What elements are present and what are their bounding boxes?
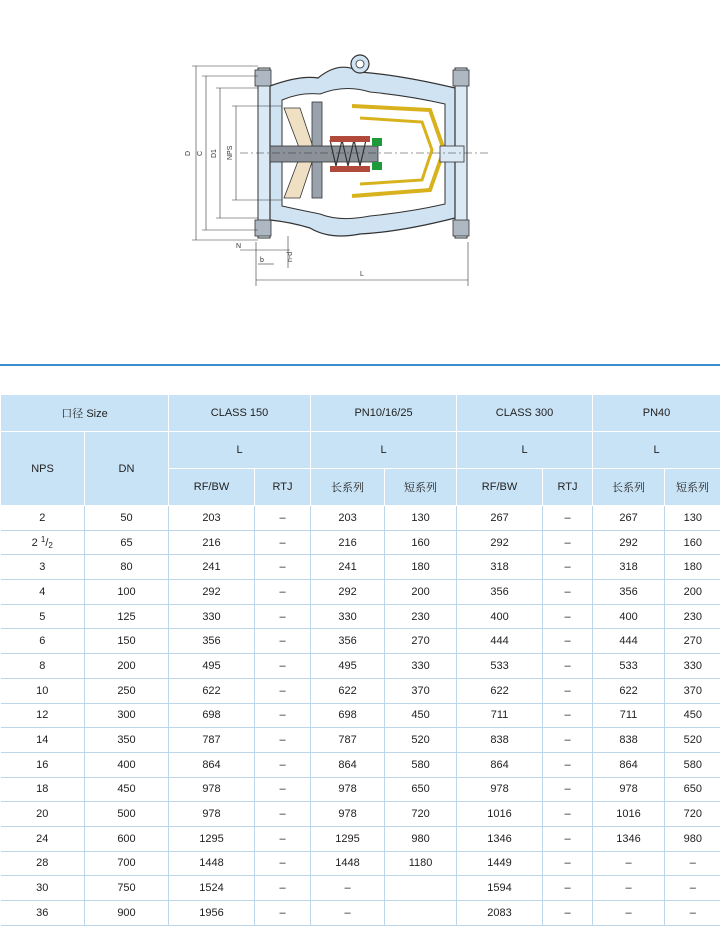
table-row — [1, 752, 720, 777]
value-cell: – — [543, 580, 593, 605]
dn-cell: 700 — [85, 851, 169, 876]
value-cell: 864 — [593, 752, 665, 777]
value-cell: 978 — [311, 777, 385, 802]
value-cell: 318 — [593, 555, 665, 580]
value-cell: – — [255, 752, 311, 777]
value-cell: 450 — [385, 703, 457, 728]
dim-label-d: D — [185, 150, 192, 156]
dn-cell: 65 — [85, 530, 169, 555]
value-cell — [385, 901, 457, 926]
dn-cell: 100 — [85, 580, 169, 605]
subcol-header: RTJ — [543, 469, 593, 506]
value-cell: 838 — [593, 728, 665, 753]
nps-cell: 4 — [1, 580, 85, 605]
nps-fraction-numerator: 1 — [40, 535, 46, 545]
nps-header: NPS — [1, 432, 85, 506]
table-row — [1, 876, 720, 901]
group-header-class150: CLASS 150 — [169, 395, 311, 432]
value-cell: – — [255, 777, 311, 802]
nps-cell: 10 — [1, 678, 85, 703]
value-cell: 1346 — [593, 826, 665, 851]
value-cell: – — [543, 876, 593, 901]
value-cell: 622 — [169, 678, 255, 703]
value-cell: 1180 — [385, 851, 457, 876]
dim-label-nps: NPS — [227, 145, 234, 160]
value-cell: – — [665, 851, 720, 876]
value-cell: – — [543, 901, 593, 926]
value-cell: 533 — [593, 654, 665, 679]
table-row — [1, 506, 720, 531]
value-cell: 650 — [385, 777, 457, 802]
nps-cell: 2 — [1, 506, 85, 531]
value-cell: 330 — [385, 654, 457, 679]
l-header: L — [311, 432, 457, 469]
nps-cell: 5 — [1, 604, 85, 629]
value-cell: 622 — [311, 678, 385, 703]
dn-cell: 400 — [85, 752, 169, 777]
value-cell: 267 — [593, 506, 665, 531]
value-cell: 230 — [665, 604, 720, 629]
value-cell: 978 — [169, 802, 255, 827]
value-cell: 864 — [311, 752, 385, 777]
value-cell: 1346 — [457, 826, 543, 851]
nps-cell: 6 — [1, 629, 85, 654]
value-cell: 160 — [385, 530, 457, 555]
value-cell: 650 — [665, 777, 720, 802]
value-cell: – — [255, 901, 311, 926]
table-row — [1, 851, 720, 876]
dn-header: DN — [85, 432, 169, 506]
section-divider — [0, 364, 720, 366]
value-cell: 495 — [311, 654, 385, 679]
value-cell: 720 — [665, 802, 720, 827]
dn-cell: 500 — [85, 802, 169, 827]
value-cell: – — [255, 580, 311, 605]
dn-cell: 900 — [85, 901, 169, 926]
value-cell: 720 — [385, 802, 457, 827]
value-cell: – — [311, 901, 385, 926]
table-row — [1, 654, 720, 679]
dim-label-c: C — [197, 150, 204, 156]
dn-cell: 450 — [85, 777, 169, 802]
value-cell: – — [255, 876, 311, 901]
value-cell: – — [543, 654, 593, 679]
table-body — [1, 506, 720, 926]
value-cell: 216 — [169, 530, 255, 555]
dimension-table — [0, 394, 720, 926]
table-row — [1, 728, 720, 753]
value-cell: 698 — [169, 703, 255, 728]
value-cell: 200 — [385, 580, 457, 605]
value-cell: – — [543, 777, 593, 802]
value-cell: 270 — [665, 629, 720, 654]
value-cell: – — [543, 851, 593, 876]
size-header: 口径 Size — [1, 395, 169, 432]
value-cell: 356 — [311, 629, 385, 654]
value-cell: – — [255, 555, 311, 580]
dn-cell: 125 — [85, 604, 169, 629]
value-cell: 318 — [457, 555, 543, 580]
value-cell: 180 — [665, 555, 720, 580]
value-cell: 698 — [311, 703, 385, 728]
dn-cell: 750 — [85, 876, 169, 901]
value-cell: – — [255, 506, 311, 531]
value-cell: 711 — [457, 703, 543, 728]
value-cell: 978 — [311, 802, 385, 827]
value-cell: 160 — [665, 530, 720, 555]
value-cell: – — [665, 876, 720, 901]
value-cell: 978 — [457, 777, 543, 802]
value-cell: 1448 — [169, 851, 255, 876]
value-cell: – — [543, 506, 593, 531]
value-cell: 356 — [169, 629, 255, 654]
nps-cell: 2 $^1/_2$ — [1, 530, 85, 555]
value-cell: – — [593, 851, 665, 876]
value-cell: 356 — [457, 580, 543, 605]
value-cell: 370 — [665, 678, 720, 703]
value-cell: 520 — [385, 728, 457, 753]
subcol-header: 短系列 — [665, 469, 720, 506]
value-cell: 330 — [665, 654, 720, 679]
value-cell: 580 — [385, 752, 457, 777]
nps-cell: 12 — [1, 703, 85, 728]
table-row — [1, 580, 720, 605]
value-cell: 864 — [457, 752, 543, 777]
table-row — [1, 530, 720, 555]
nps-cell: 3 — [1, 555, 85, 580]
value-cell: – — [543, 604, 593, 629]
value-cell: 130 — [665, 506, 720, 531]
value-cell: – — [593, 901, 665, 926]
nps-cell: 8 — [1, 654, 85, 679]
value-cell: 1448 — [311, 851, 385, 876]
valve-cross-section-drawing — [0, 0, 720, 370]
nps-cell: 14 — [1, 728, 85, 753]
l-header: L — [169, 432, 311, 469]
value-cell: 1449 — [457, 851, 543, 876]
value-cell: 267 — [457, 506, 543, 531]
value-cell: 216 — [311, 530, 385, 555]
value-cell: 270 — [385, 629, 457, 654]
value-cell: 1295 — [169, 826, 255, 851]
value-cell: – — [543, 826, 593, 851]
group-header-pn40: PN40 — [593, 395, 720, 432]
value-cell: 444 — [457, 629, 543, 654]
table-row — [1, 678, 720, 703]
nps-cell: 16 — [1, 752, 85, 777]
l-header: L — [593, 432, 720, 469]
table-row — [1, 901, 720, 926]
table-row — [1, 703, 720, 728]
value-cell: 330 — [169, 604, 255, 629]
dim-label-n: N — [236, 243, 242, 250]
value-cell: 292 — [593, 530, 665, 555]
dn-cell: 250 — [85, 678, 169, 703]
value-cell: 203 — [311, 506, 385, 531]
value-cell: 292 — [169, 580, 255, 605]
value-cell: 580 — [665, 752, 720, 777]
value-cell: 292 — [457, 530, 543, 555]
value-cell: 230 — [385, 604, 457, 629]
value-cell: 400 — [593, 604, 665, 629]
dn-cell: 350 — [85, 728, 169, 753]
subcol-header: RTJ — [255, 469, 311, 506]
value-cell: – — [255, 826, 311, 851]
value-cell: – — [543, 802, 593, 827]
dim-label-b: b — [260, 257, 264, 264]
dim-label-nd: n-d — [287, 251, 294, 262]
value-cell: – — [255, 703, 311, 728]
table-row — [1, 629, 720, 654]
value-cell: – — [255, 629, 311, 654]
value-cell: 622 — [457, 678, 543, 703]
value-cell: 450 — [665, 703, 720, 728]
value-cell: 1594 — [457, 876, 543, 901]
value-cell: 400 — [457, 604, 543, 629]
value-cell: – — [543, 678, 593, 703]
value-cell: 1016 — [457, 802, 543, 827]
value-cell: – — [543, 752, 593, 777]
value-cell: 787 — [311, 728, 385, 753]
value-cell: – — [255, 851, 311, 876]
subcol-header: 长系列 — [311, 469, 385, 506]
value-cell: 1016 — [593, 802, 665, 827]
value-cell: 2083 — [457, 901, 543, 926]
value-cell: – — [543, 728, 593, 753]
value-cell: – — [543, 629, 593, 654]
value-cell: – — [543, 530, 593, 555]
dn-cell: 600 — [85, 826, 169, 851]
value-cell: – — [255, 530, 311, 555]
value-cell: 838 — [457, 728, 543, 753]
value-cell: 711 — [593, 703, 665, 728]
dim-label-d1: D1 — [211, 149, 218, 158]
dn-cell: 80 — [85, 555, 169, 580]
table-row — [1, 555, 720, 580]
value-cell: 980 — [665, 826, 720, 851]
value-cell — [385, 876, 457, 901]
value-cell: 978 — [169, 777, 255, 802]
dn-cell: 300 — [85, 703, 169, 728]
value-cell: 203 — [169, 506, 255, 531]
nps-whole: 2 — [31, 537, 38, 550]
dim-label-l: L — [360, 271, 364, 278]
dn-cell: 50 — [85, 506, 169, 531]
value-cell: – — [255, 728, 311, 753]
value-cell: – — [255, 678, 311, 703]
value-cell: 787 — [169, 728, 255, 753]
value-cell: 1956 — [169, 901, 255, 926]
group-header-pn10-16-25: PN10/16/25 — [311, 395, 457, 432]
value-cell: 622 — [593, 678, 665, 703]
value-cell: – — [543, 555, 593, 580]
subcol-header: RF/BW — [169, 469, 255, 506]
subcol-header: 短系列 — [385, 469, 457, 506]
dn-cell: 150 — [85, 629, 169, 654]
value-cell: 356 — [593, 580, 665, 605]
value-cell: – — [255, 604, 311, 629]
value-cell: 241 — [169, 555, 255, 580]
value-cell: 180 — [385, 555, 457, 580]
nps-cell: 28 — [1, 851, 85, 876]
dn-cell: 200 — [85, 654, 169, 679]
value-cell: – — [255, 654, 311, 679]
value-cell: – — [593, 876, 665, 901]
value-cell: 495 — [169, 654, 255, 679]
nps-cell: 20 — [1, 802, 85, 827]
nps-cell: 36 — [1, 901, 85, 926]
value-cell: 864 — [169, 752, 255, 777]
table-row — [1, 826, 720, 851]
value-cell: 370 — [385, 678, 457, 703]
value-cell: 1524 — [169, 876, 255, 901]
l-header: L — [457, 432, 593, 469]
table-row — [1, 604, 720, 629]
nps-cell: 18 — [1, 777, 85, 802]
value-cell: 330 — [311, 604, 385, 629]
table-row — [1, 777, 720, 802]
value-cell: 130 — [385, 506, 457, 531]
nps-fraction-denominator: 2 — [48, 541, 53, 551]
value-cell: – — [665, 901, 720, 926]
value-cell: 444 — [593, 629, 665, 654]
value-cell: – — [543, 703, 593, 728]
table-row — [1, 802, 720, 827]
value-cell: 1295 — [311, 826, 385, 851]
nps-cell: 30 — [1, 876, 85, 901]
value-cell: 241 — [311, 555, 385, 580]
value-cell: 978 — [593, 777, 665, 802]
nps-cell: 24 — [1, 826, 85, 851]
value-cell: 200 — [665, 580, 720, 605]
subcol-header: 长系列 — [593, 469, 665, 506]
value-cell: 533 — [457, 654, 543, 679]
value-cell: 520 — [665, 728, 720, 753]
value-cell: – — [255, 802, 311, 827]
value-cell: 980 — [385, 826, 457, 851]
subcol-header: RF/BW — [457, 469, 543, 506]
value-cell: 292 — [311, 580, 385, 605]
value-cell: – — [311, 876, 385, 901]
group-header-class300: CLASS 300 — [457, 395, 593, 432]
